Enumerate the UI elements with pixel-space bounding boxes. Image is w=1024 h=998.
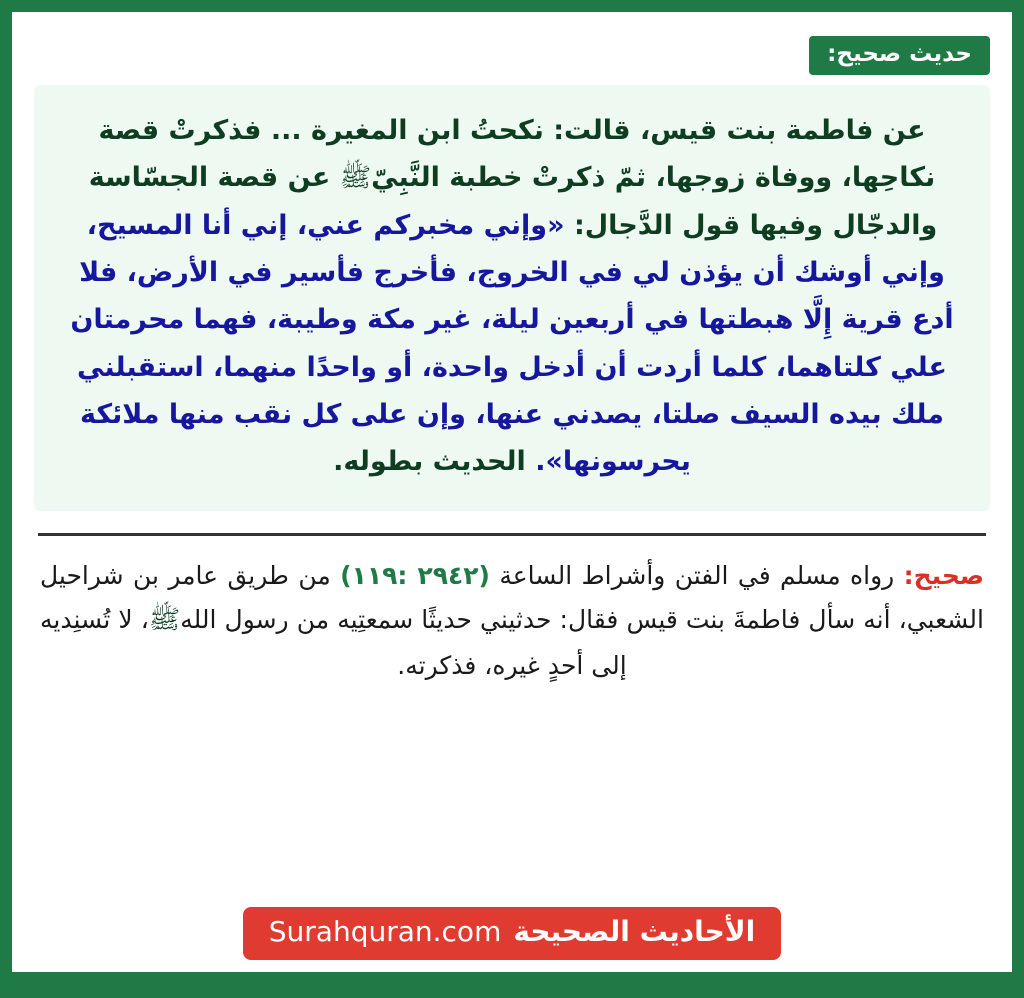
- takhrij-chain-1: من طريق عامر بن شراحيل الشعبي، أنه سأل فاطمةَ بنت قيس فقال: حدثيني حديثًا سمعتِيه من رسول الله: [40, 561, 984, 634]
- takhrij-reference: (٢٩٤٢ :١١٩): [340, 561, 490, 591]
- site-tagline: الأحاديث الصحيحة: [513, 915, 756, 949]
- sallallahu-alayhi-wasallam-icon: ﷺ: [339, 163, 372, 194]
- takhrij-source: رواه مسلم في الفتن وأشراط الساعة: [499, 561, 895, 591]
- page-content: [12, 12, 1012, 972]
- takhrij-text: [40, 554, 984, 687]
- takhrij-label: صحيح:: [903, 561, 984, 591]
- hadith-container: [34, 85, 990, 511]
- status-badge: حديث صحيح:: [809, 36, 990, 75]
- site-badge[interactable]: [243, 907, 781, 960]
- footer-row: [34, 907, 990, 972]
- takhrij-chain-2: ، لا تُسنِديه إلى أحدٍ غيره، فذكرته.: [40, 605, 627, 680]
- hadith-text: [60, 107, 964, 485]
- divider: [38, 533, 986, 536]
- site-name: Surahquran.com: [268, 915, 502, 949]
- sallallahu-alayhi-wasallam-icon: ﷺ: [148, 605, 181, 635]
- dajjal-quote: «وإني مخبركم عني، إني أنا المسيح، وإني أوشك أن يؤذن لي في الخروج، فأخرج فأسير في الأرض، فلا أدع قرية إِلَّا هبطتها في أربعين ليلة، غير مكة وطيبة، فهما محرمتان علي كلتاهما، كلما أردت أن أدخل واحدة، أو واحدًا منهما، استقبلني ملك بيده السيف صلتا، يصدني عنها، وإن على كل نقب منها ملائكة يحرسونها».: [70, 209, 954, 477]
- hadith-part2: عن قصة الجسّاسة والدجّال وفيها قول الدَّجال:: [88, 162, 938, 241]
- grading-row: [34, 36, 990, 75]
- hadith-part3: الحديث بطوله.: [333, 446, 526, 477]
- hadith-part1: عن فاطمة بنت قيس، قالت: نكحتُ ابن المغيرة ... فذكرتْ قصة نكاحِها، ووفاة زوجها، ثمّ ذكرتْ خطبة النَّبِيّ: [98, 115, 936, 194]
